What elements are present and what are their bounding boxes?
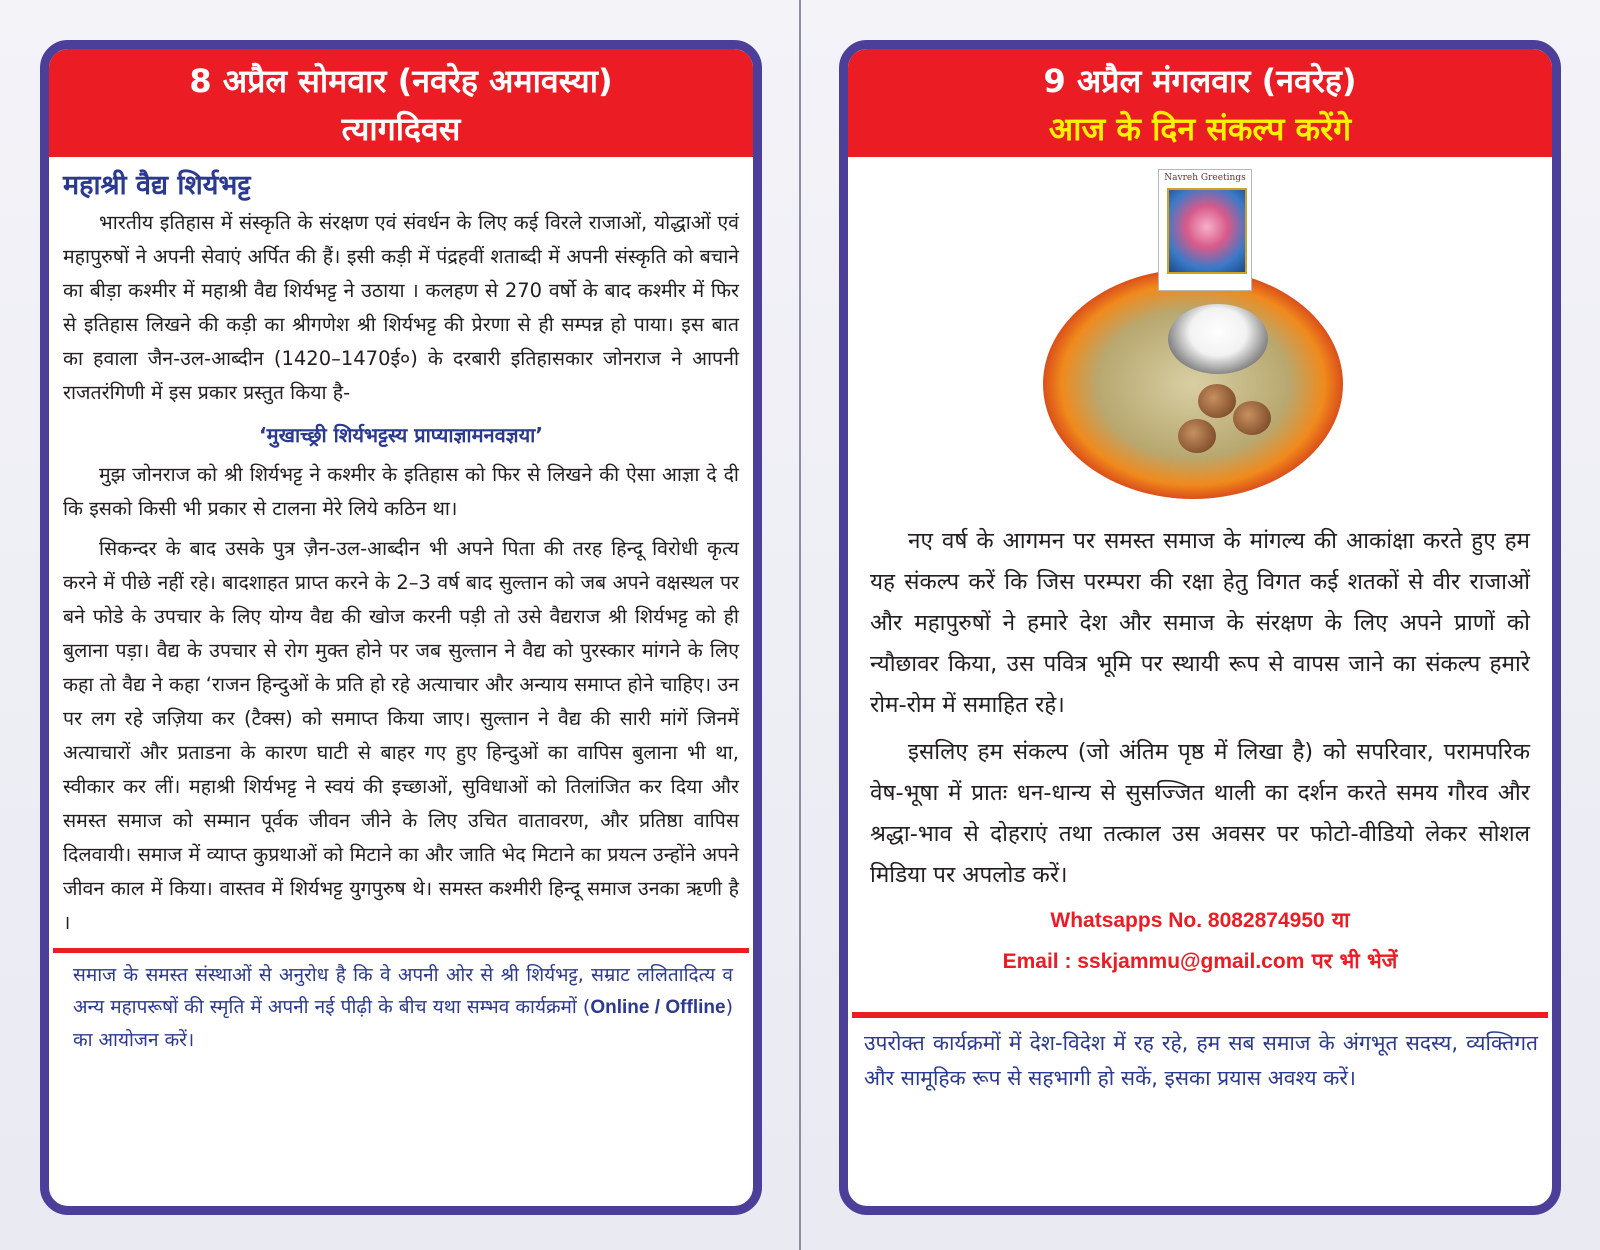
left-note-text-a: समाज के समस्त संस्थाओं से अनुरोध है कि वे अपनी ओर से श्री शिर्यभट्ट, सम्राट ललितादित्य व अन्य महापरूषों की स्मृति में अपनी नई पीढ़ी के बीच यथा सम्भव कार्यक्रमों (	[73, 964, 733, 1018]
right-banner-date: 9 अप्रैल मंगलवार (नवरेह)	[1043, 62, 1357, 100]
left-card	[40, 40, 762, 1215]
email-suffix: पर भी भेजें	[1311, 949, 1398, 973]
contact-block	[870, 900, 1530, 982]
left-banner-title: त्यागदिवस	[341, 110, 461, 148]
whatsapp-line	[870, 900, 1530, 941]
left-content	[49, 165, 753, 940]
right-banner	[848, 49, 1552, 157]
right-paragraph-2: इसलिए हम संकल्प (जो अंतिम पृष्ठ में लिखा है) को सपरिवार, परामपरिक वेष-भूषा में प्रातः धन-धान्य से सुसज्जित थाली का दर्शन करते समय गौरव और श्रद्धा-भाव से दोहराएं तथा तत्काल उस अवसर पर फोटो-वीडियो लेकर सोशल मिडिया पर अपलोड करें।	[870, 739, 1530, 888]
left-note	[49, 953, 753, 1056]
right-content	[848, 521, 1552, 982]
right-banner-title: आज के दिन संकल्प करेंगे	[1048, 110, 1352, 148]
thali-plate	[1043, 269, 1343, 499]
left-paragraph-2: मुझ जोनराज को श्री शिर्यभट्ट ने कश्मीर के इतिहास को फिर से लिखने की ऐसा आज्ञा दे दी कि इसको किसी भी प्रकार से टालना मेरे लिये कठिन था।	[63, 463, 739, 520]
left-page	[0, 0, 799, 1250]
whatsapp-number: Whatsapps No. 8082874950	[1050, 909, 1325, 932]
navreh-calendar	[1158, 169, 1252, 291]
left-note-text-b: ) का आयोजन करें।	[73, 996, 733, 1051]
email-address: Email : sskjammu@gmail.com	[1002, 950, 1305, 973]
walnut-1	[1198, 384, 1236, 418]
left-subheading: महाश्री वैद्य शिर्यभट्ट	[63, 170, 251, 201]
walnut-3	[1178, 419, 1216, 453]
rice-bowl	[1168, 304, 1268, 374]
right-card	[839, 40, 1561, 1215]
left-banner	[49, 49, 753, 157]
left-paragraph-1: भारतीय इतिहास में संस्कृति के संरक्षण एवं संवर्धन के लिए कई विरले राजाओं, योद्धाओं एवं महापुरुषों ने अपनी सेवाएं अर्पित की हैं। इसी कड़ी में पंद्रहवीं शताब्दी में अपनी संस्कृति को बचाने का बीड़ा कश्मीर में महाश्री वैद्य शिर्यभट्ट ने उठाया । कलहण से 270 वर्षो के बाद कश्मीर में फिर से इतिहास लिखने की कड़ी का श्रीगणेश श्री शिर्यभट्ट की प्रेरणा से ही सम्पन्न हो पाया। इस बात का हवाला जैन-उल-आब्दीन (1420–1470ई०) के दरबारी इतिहासकार जोनराज ने आपनी राजतरंगिणी में इस प्रकार प्रस्तुत किया है-	[63, 211, 739, 404]
walnut-2	[1233, 401, 1271, 435]
left-note-online-offline: Online / Offline	[590, 997, 726, 1018]
goddess-picture	[1167, 188, 1247, 274]
left-paragraph-3: सिकन्दर के बाद उसके पुत्र ज़ैन-उल-आब्दीन भी अपने पिता की तरह हिन्दू विरोधी कृत्य करने में पीछे नहीं रहे। बादशाहत प्राप्त करने के 2–3 वर्ष बाद सुल्तान को जब अपने वक्षस्थल पर बने फोडे के उपचार के लिए योग्य वैद्य की खोज करनी पड़ी तो उसे वैद्यराज श्री शिर्यभट्ट को ही बुलाना पड़ा। वैद्य के उपचार से रोग मुक्त होने पर जब सुल्तान ने वैद्य को पुरस्कार मांगने के लिए कहा तो वैद्य ने कहा ‘राजन हिन्दुओं के प्रति हो रहे अत्याचार और अन्याय समाप्त होने चाहिए। उन पर लग रहे जज़िया कर (टैक्स) को समाप्त किया जाए। सुल्तान ने वैद्य की सारी मांगें जिनमें अत्याचारों और प्रताडना के कारण घाटी से बाहर गए हुए हिन्दुओं का वापिस बुलाना भी था, स्वीकार कर लीं। महाश्री शिर्यभट्ट ने स्वयं की इच्छाओं, सुविधाओं को तिलांजित कर दिया और समस्त समाज को सम्मान पूर्वक जीवन जीने के लिए उचित वातावरण, और प्रतिष्ठा वापिस दिलवायी। समाज में व्याप्त कुप्रथाओं को मिटाने का और जाति भेद मिटाने का प्रयत्न उन्होंने अपने जीवन काल में किया। वास्तव में शिर्यभट्ट युगपुरुष थे। समस्त कश्मीरी हिन्दू समाज उनका ऋणी है ।	[63, 537, 739, 934]
email-line	[870, 941, 1530, 982]
navreh-thali-photo	[848, 169, 1552, 509]
right-paragraph-1: नए वर्ष के आगमन पर समस्त समाज के मांगल्य की आकांक्षा करते हुए हम यह संकल्प करें कि जिस परम्परा की रक्षा हेतु विगत कई शतकों से वीर राजाओं और महापुरुषों ने हमारे देश और समाज के संरक्षण के लिए अपने प्राणों को न्यौछावर किया, उस पवित्र भूमि पर स्थायी रूप से वापस जाने का संकल्प हमारे रोम-रोम में समाहित रहे।	[870, 528, 1530, 718]
right-note: उपरोक्त कार्यक्रमों में देश-विदेश में रह रहे, हम सब समाज के अंगभूत सदस्य, व्यक्तिगत और सामूहिक रूप से सहभागी हो सकें, इसका प्रयास अवश्य करें।	[864, 1031, 1538, 1090]
whatsapp-suffix: या	[1332, 908, 1350, 932]
left-banner-date: 8 अप्रैल सोमवार (नवरेह अमावस्या)	[189, 62, 613, 100]
left-quote: ‘मुखाच्छ्री शिर्यभट्टस्य प्राप्याज्ञामनवज्ञया’	[259, 423, 543, 447]
right-page	[801, 0, 1600, 1250]
calendar-title: Navreh Greetings	[1164, 173, 1246, 183]
